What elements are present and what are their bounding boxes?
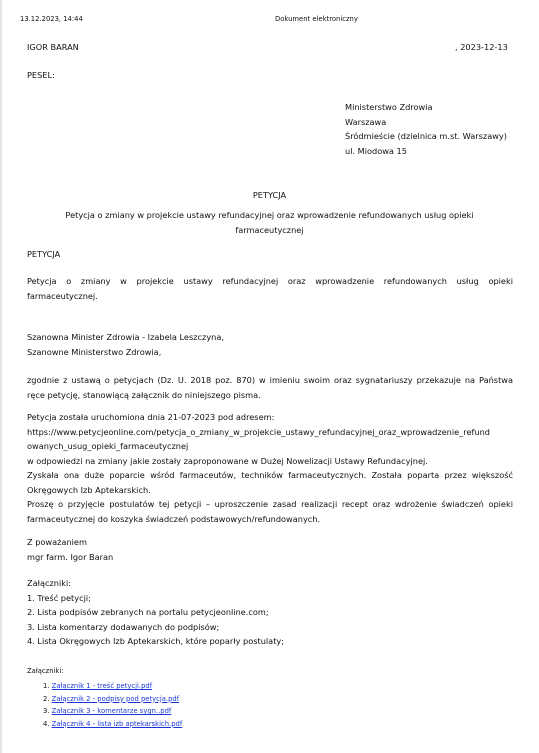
attachments-section bbox=[27, 576, 513, 649]
recipient-line: Warszawa bbox=[345, 116, 387, 127]
paragraph-line: owanych_usug_opieki_farmaceutycznej bbox=[27, 441, 189, 451]
attachment-link-3[interactable]: Załącznik 3 - komentarze sygn..pdf bbox=[51, 707, 172, 715]
section-label: PETYCJA bbox=[27, 249, 61, 259]
page-edge bbox=[0, 0, 2, 753]
files-label: Załączniki: bbox=[27, 667, 64, 675]
paragraph-line: Petycja o zmiany w projekcie ustawy refundacyjnej oraz wprowadzenie refundowanych usług opieki bbox=[27, 276, 513, 286]
intro-paragraph bbox=[27, 274, 513, 303]
print-datetime: 13.12.2023, 14:44 bbox=[20, 15, 83, 23]
recipient-address bbox=[345, 100, 507, 158]
subtitle-line: Petycja o zmiany w projekcie ustawy refundacyjnej oraz wprowadzenie refundowanych usług opieki bbox=[65, 210, 474, 220]
file-list-item bbox=[43, 705, 182, 718]
document-title: PETYCJA bbox=[252, 190, 287, 200]
paragraph-line: Proszę o przyjęcie postulatów tej petycji – uproszczenie zasad realizacji recept oraz wdrożenie świadczeń opieki bbox=[27, 499, 513, 509]
attachment-link-1[interactable]: Załącznik 1 - treść petycji.pdf bbox=[51, 682, 153, 690]
paragraph-line: Okręgowych Izb Aptekarskich. bbox=[27, 484, 151, 495]
file-number: 1. bbox=[43, 682, 50, 690]
recipient-line: Ministerstwo Zdrowia bbox=[345, 102, 433, 112]
attachment-item: 1. Treść petycji; bbox=[27, 592, 91, 603]
paragraph-line: Szanowne Ministerstwo Zdrowia, bbox=[27, 346, 162, 357]
recipient-line: Śródmieście (dzielnica m.st. Warszawy) bbox=[345, 131, 507, 141]
paragraph-line: ręce petycję, stanowiącą załącznik do niniejszego pisma. bbox=[27, 389, 261, 400]
file-number: 2. bbox=[43, 694, 50, 703]
paragraph-line: w odpowiedzi na zmiany jakie zostały zaproponowane w Dużej Nowelizacji Ustawy Refundacyjnej. bbox=[27, 455, 428, 466]
paragraph-line: Szanowna Minister Zdrowia - Izabela Leszczyna, bbox=[27, 332, 224, 342]
sender-name: IGOR BARAN bbox=[27, 42, 79, 52]
body-paragraph-1 bbox=[27, 373, 513, 402]
file-list-item bbox=[43, 693, 182, 706]
file-number: 3. bbox=[43, 707, 50, 715]
salutation bbox=[27, 330, 513, 359]
signature-name: mgr farm. Igor Baran bbox=[27, 551, 114, 562]
attachments-label: Załączniki: bbox=[27, 578, 72, 588]
paragraph-line: https://www.petycjeonline.com/petycja_o_zmiany_w_projekcie_ustawy_refundacyjnej_oraz_wprowadzenie_refund bbox=[27, 426, 490, 437]
document-type: Dokument elektroniczny bbox=[275, 15, 358, 23]
closing bbox=[27, 535, 513, 564]
body-paragraph-2 bbox=[27, 410, 513, 526]
paragraph-line: Petycja została uruchomiona dnia 21-07-2023 pod adresem: bbox=[27, 412, 275, 422]
closing-line: Z poważaniem bbox=[27, 537, 87, 547]
recipient-line: ul. Miodowa 15 bbox=[345, 145, 407, 156]
attached-files-list bbox=[43, 680, 182, 730]
paragraph-line: farmaceutycznej. bbox=[27, 290, 98, 301]
attachment-link-2[interactable]: Załącznik 2 - podpisy pod petycja.pdf bbox=[51, 694, 180, 703]
subtitle-line: farmaceutycznej bbox=[235, 224, 304, 235]
document-subtitle bbox=[0, 208, 539, 237]
attachment-item: 3. Lista komentarzy dodawanych do podpisów; bbox=[27, 621, 220, 632]
attachment-item: 4. Lista Okręgowych Izb Aptekarskich, które poparły postulaty; bbox=[27, 636, 285, 646]
file-list-item bbox=[43, 718, 182, 731]
document-date: , 2023-12-13 bbox=[455, 42, 508, 52]
paragraph-line: zgodnie z ustawą o petycjach (Dz. U. 2018 poz. 870) w imieniu swoim oraz sygnatariuszy przekazuje na Państwa bbox=[27, 375, 513, 385]
paragraph-line: Zyskała ona duże poparcie wśród farmaceutów, techników farmaceutycznych. Została poparta przez większość bbox=[27, 470, 513, 480]
file-number: 4. bbox=[43, 719, 50, 728]
attachment-item: 2. Lista podpisów zebranych na portalu petycjeonline.com; bbox=[27, 607, 269, 617]
file-list-item bbox=[43, 680, 182, 693]
attachment-link-4[interactable]: Załącznik 4 - lista izb aptekarskich.pdf bbox=[51, 719, 183, 728]
paragraph-line: farmaceutycznej do koszyka świadczeń podstawowych/refundowanych. bbox=[27, 513, 321, 524]
pesel-label: PESEL: bbox=[27, 70, 55, 80]
